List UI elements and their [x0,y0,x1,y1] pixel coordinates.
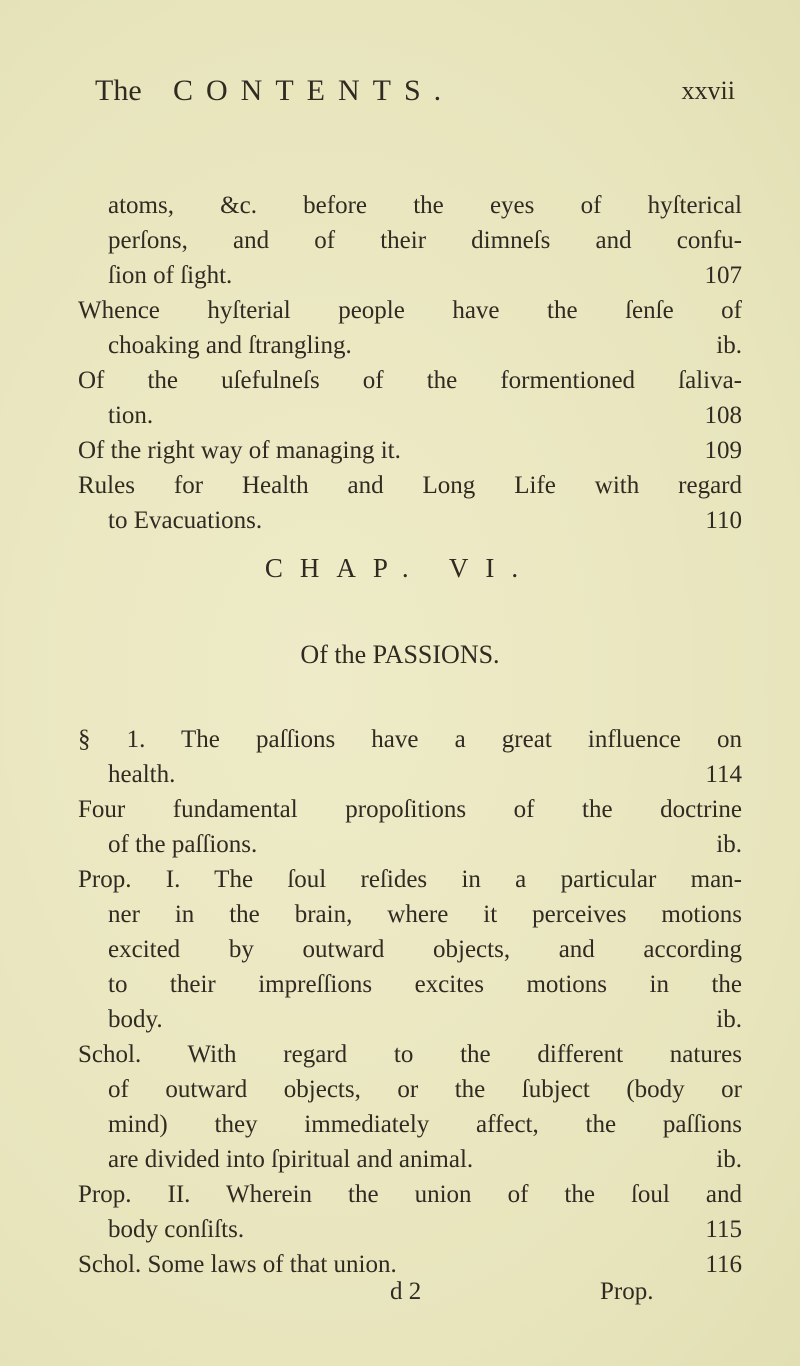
entry-text: Prop. I. The ſoul reſides in a particular man- [78,866,742,893]
entry-text: of the paſſions. [108,831,258,858]
entry-text: to their impreſſions excites motions in the [108,971,742,998]
contents-line [78,1107,742,1142]
entry-page-number: ib. [716,332,742,359]
contents-line [78,1072,742,1107]
contents-line [78,862,742,897]
entry-text: mind) they immediately affect, the paſſions [108,1111,742,1138]
chapter-heading: CHAP. VI. [264,553,536,583]
signature-mark: d 2 [390,1278,422,1305]
contents-line [78,188,742,223]
contents-line [78,722,742,757]
entry-text: perſons, and of their dimneſs and confu- [108,227,742,254]
entry-page-number: 110 [705,507,742,534]
contents-line [78,1037,742,1072]
running-header [95,74,745,114]
contents-line [78,258,742,293]
entry-page-number: 116 [705,1251,742,1278]
entry-text: to Evacuations. [108,507,263,534]
entry-page-number: 114 [705,761,742,788]
contents-line [78,897,742,932]
entry-text: Of the uſefulneſs of the formentioned ſaliva- [78,367,742,394]
entry-text: choaking and ſtrangling. [108,332,352,359]
contents-section-evacuations [78,188,742,538]
entry-page-number: 115 [705,1216,742,1243]
entry-page-number: ib. [716,1146,742,1173]
chapter-subtitle: Of the PASSIONS. [300,640,500,669]
entry-text: body. [108,1006,163,1033]
entry-page-number: ib. [716,1006,742,1033]
entry-text: are divided into ſpiritual and animal. [108,1146,474,1173]
entry-text: Schol. Some laws of that union. [78,1251,397,1278]
entry-text: atoms, &c. before the eyes of hyſterical [108,192,742,219]
entry-text: Whence hyſterial people have the ſenſe of [78,297,742,324]
entry-page-number: 107 [704,262,742,289]
contents-line [78,1247,742,1282]
contents-line [78,328,742,363]
entry-page-number: 108 [704,402,742,429]
contents-line [78,223,742,258]
entry-text: Prop. II. Wherein the union of the ſoul and [78,1181,742,1208]
contents-line [78,1212,742,1247]
contents-line [78,967,742,1002]
entry-page-number: ib. [716,831,742,858]
entry-page-number: 109 [704,437,742,464]
entry-text: § 1. The paſſions have a great influence on [78,726,742,753]
entry-text: tion. [108,402,154,429]
entry-text: Of the right way of managing it. [78,437,401,464]
contents-line [78,932,742,967]
contents-section-passions [78,722,742,1282]
contents-line [78,503,742,538]
entry-text: health. [108,761,176,788]
contents-line [78,363,742,398]
contents-line [78,468,742,503]
contents-line [78,293,742,328]
catchword: Prop. [600,1278,654,1305]
entry-text: body conſiſts. [108,1216,245,1243]
contents-line [78,792,742,827]
contents-line [78,1002,742,1037]
contents-line [78,398,742,433]
entry-text: ſion of ſight. [108,262,233,289]
entry-text: of outward objects, or the ſubject (body or [108,1076,742,1103]
entry-text: ner in the brain, where it perceives motions [108,901,742,928]
header-title: CONTENTS. [173,74,455,107]
entry-text: Schol. With regard to the different natures [78,1041,742,1068]
contents-line [78,1142,742,1177]
contents-line [78,757,742,792]
header-prefix: The [95,74,142,107]
page-number: xxvii [681,76,735,105]
contents-line [78,1177,742,1212]
entry-text: Rules for Health and Long Life with regard [78,472,742,499]
contents-line [78,433,742,468]
contents-line [78,827,742,862]
entry-text: excited by outward objects, and according [108,936,742,963]
entry-text: Four fundamental propoſitions of the doctrine [78,796,742,823]
